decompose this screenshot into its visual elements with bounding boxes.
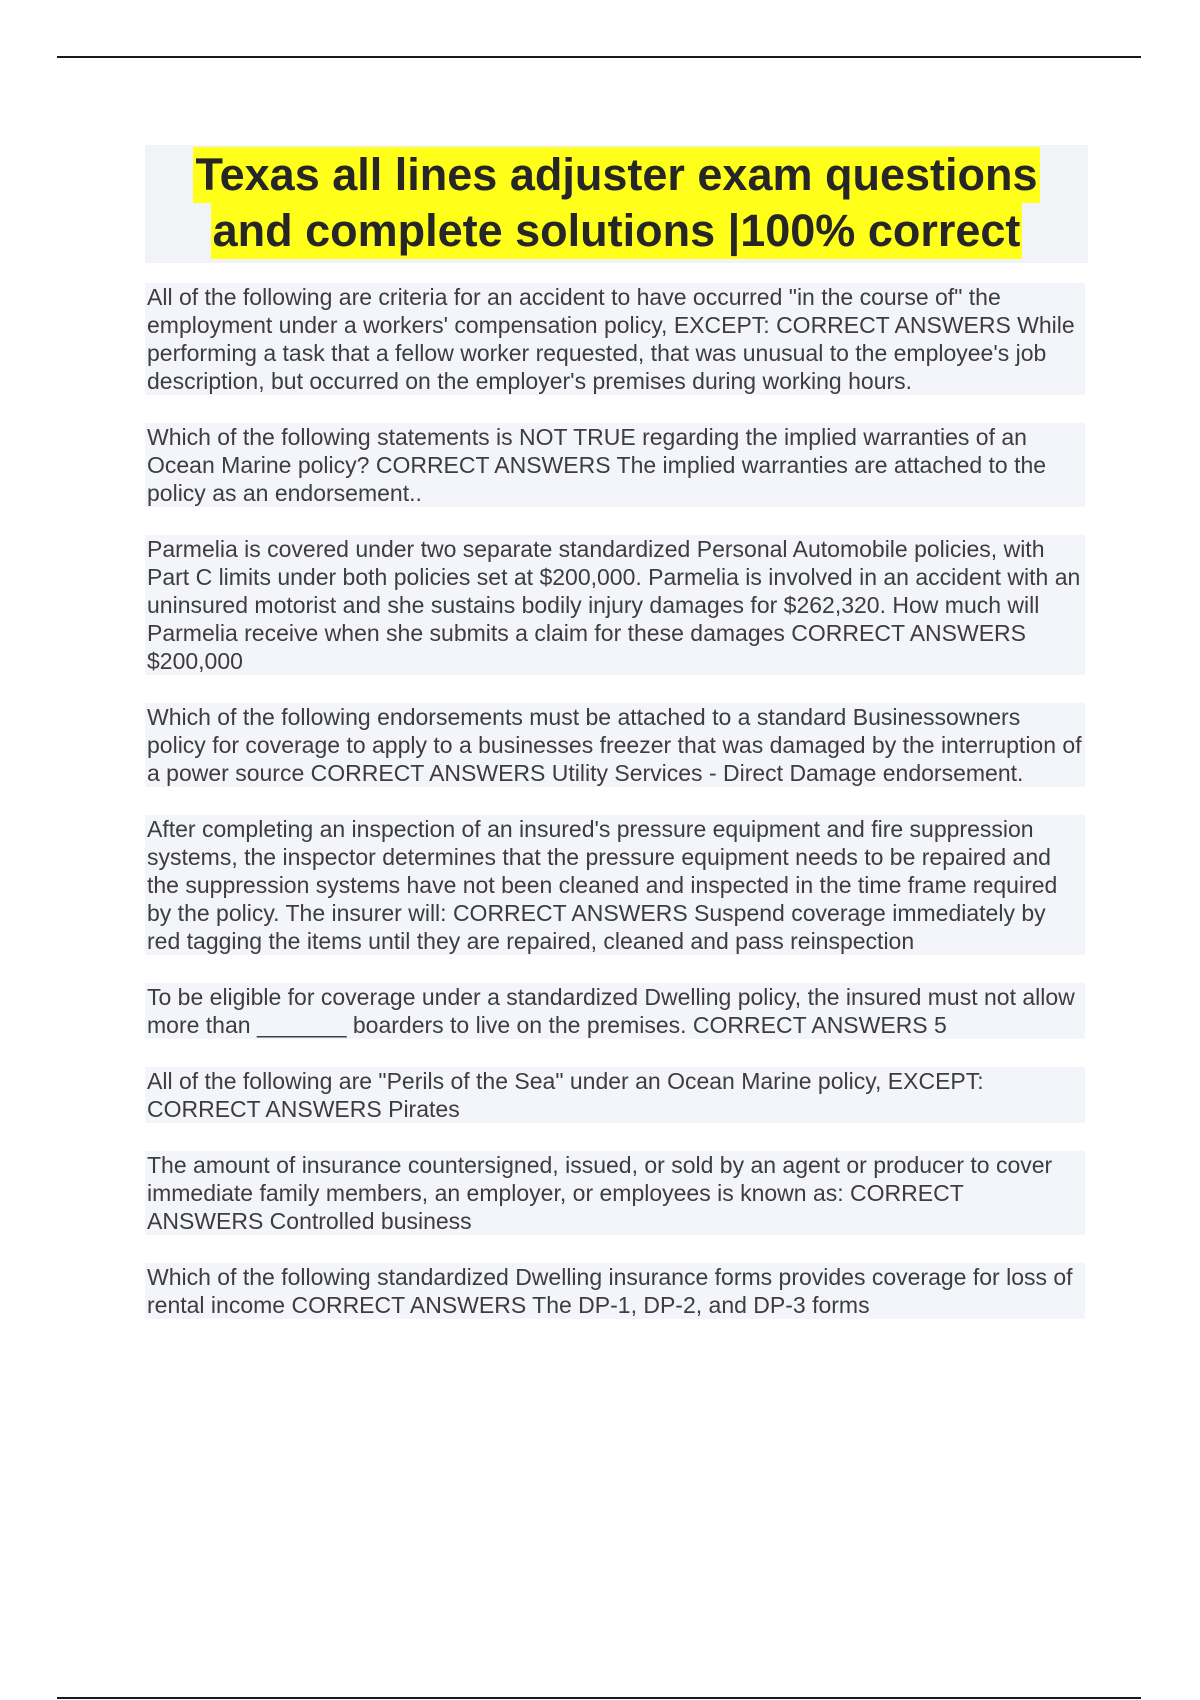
title-line-2: and complete solutions |100% correct — [211, 203, 1023, 259]
question-answer-3: Parmelia is covered under two separate standardized Personal Automobile policies, with Part C limits under both policies set at $200,000. Parmelia is involved in an accident with an uninsured motorist and she sustains bodily injury damages for $262,320. How much will Parmelia receive when she submits a claim for these damages CORRECT ANSWERS $200,000 — [145, 535, 1085, 675]
question-answer-2: Which of the following statements is NOT TRUE regarding the implied warranties of an Ocean Marine policy? CORRECT ANSWERS The implied warranties are attached to the policy as an endorsement.. — [145, 423, 1085, 507]
question-answer-8: The amount of insurance countersigned, issued, or sold by an agent or producer to cover immediate family members, an employer, or employees is known as: CORRECT ANSWERS Controlled business — [145, 1151, 1085, 1235]
question-list — [145, 283, 1085, 1347]
bottom-rule — [57, 1697, 1141, 1699]
question-answer-1: All of the following are criteria for an accident to have occurred "in the course of" the employment under a workers' compensation policy, EXCEPT: CORRECT ANSWERS While performing a task that a fellow worker requested, that was unusual to the employee's job description, but occurred on the employer's premises during working hours. — [145, 283, 1085, 395]
title-line-1: Texas all lines adjuster exam questions — [193, 147, 1039, 203]
top-rule — [57, 56, 1141, 58]
question-answer-7: All of the following are "Perils of the Sea" under an Ocean Marine policy, EXCEPT: CORRECT ANSWERS Pirates — [145, 1067, 1085, 1123]
question-answer-4: Which of the following endorsements must be attached to a standard Businessowners policy for coverage to apply to a businesses freezer that was damaged by the interruption of a power source CORRECT ANSWERS Utility Services - Direct Damage endorsement. — [145, 703, 1085, 787]
question-answer-6: To be eligible for coverage under a standardized Dwelling policy, the insured must not allow more than _______ boarders to live on the premises. CORRECT ANSWERS 5 — [145, 983, 1085, 1039]
question-answer-9: Which of the following standardized Dwelling insurance forms provides coverage for loss of rental income CORRECT ANSWERS The DP-1, DP-2, and DP-3 forms — [145, 1263, 1085, 1319]
question-answer-5: After completing an inspection of an insured's pressure equipment and fire suppression systems, the inspector determines that the pressure equipment needs to be repaired and the suppression systems have not been cleaned and inspected in the time frame required by the policy. The insurer will: CORRECT ANSWERS Suspend coverage immediately by red tagging the items until they are repaired, cleaned and pass reinspection — [145, 815, 1085, 955]
document-title — [145, 145, 1088, 263]
